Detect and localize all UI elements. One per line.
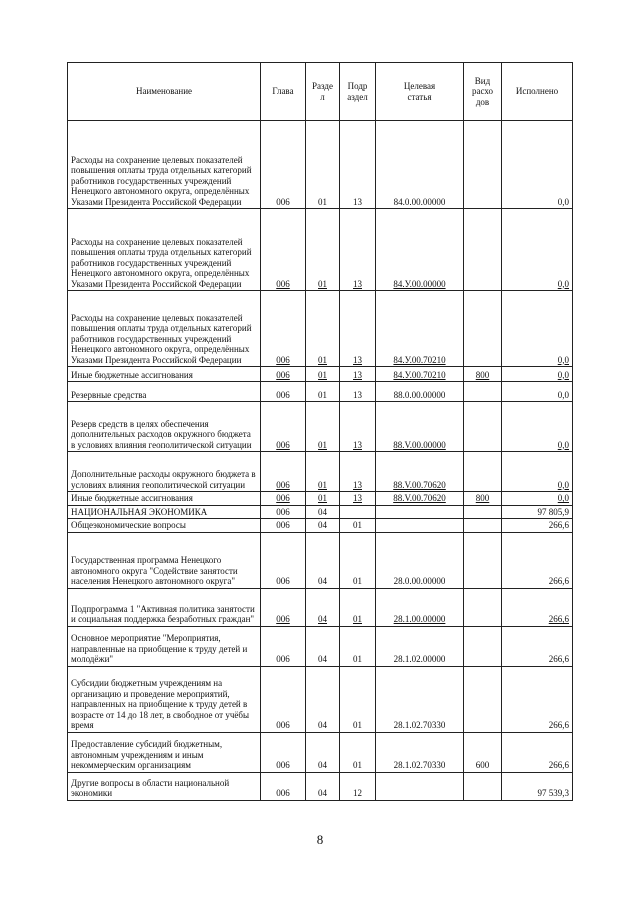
row-glava: 006 xyxy=(261,532,306,588)
row-podrazdel: 13 xyxy=(340,367,376,382)
row-vid: 600 xyxy=(464,732,502,772)
row-podrazdel: 13 xyxy=(340,402,376,452)
row-razdel: 04 xyxy=(306,532,340,588)
row-target: 84.0.00.00000 xyxy=(376,121,464,209)
row-target xyxy=(376,519,464,533)
row-target xyxy=(376,505,464,519)
table-row xyxy=(68,492,573,506)
table-row xyxy=(68,452,573,492)
row-done: 0,0 xyxy=(502,402,573,452)
row-name: Предоставление субсидий бюджетным, автономным учреждениям и иным некоммерческим организациям xyxy=(68,732,261,772)
row-glava: 006 xyxy=(261,402,306,452)
row-name: НАЦИОНАЛЬНАЯ ЭКОНОМИКА xyxy=(68,505,261,519)
row-glava: 006 xyxy=(261,121,306,209)
header-podrazdel: Подр аздел xyxy=(340,63,376,121)
row-podrazdel: 01 xyxy=(340,532,376,588)
header-target: Целевая статья xyxy=(376,63,464,121)
row-target: 88.V.00.70620 xyxy=(376,492,464,506)
row-glava: 006 xyxy=(261,666,306,732)
row-name: Общеэкономические вопросы xyxy=(68,519,261,533)
table-row xyxy=(68,772,573,800)
row-name: Основное мероприятие "Мероприятия, направленные на приобщение к труду детей и молодёжи" xyxy=(68,626,261,666)
row-glava: 006 xyxy=(261,626,306,666)
row-done: 266,6 xyxy=(502,519,573,533)
row-done: 266,6 xyxy=(502,532,573,588)
row-razdel: 01 xyxy=(306,367,340,382)
row-podrazdel: 13 xyxy=(340,209,376,291)
row-glava: 006 xyxy=(261,588,306,626)
row-razdel: 01 xyxy=(306,121,340,209)
row-razdel: 01 xyxy=(306,452,340,492)
row-razdel: 01 xyxy=(306,492,340,506)
row-name: Дополнительные расходы окружного бюджета в условиях влияния геополитической ситуации xyxy=(68,452,261,492)
row-done: 0,0 xyxy=(502,452,573,492)
row-done: 266,6 xyxy=(502,732,573,772)
row-podrazdel: 01 xyxy=(340,519,376,533)
row-glava: 006 xyxy=(261,452,306,492)
row-vid xyxy=(464,402,502,452)
budget-table xyxy=(67,62,573,801)
row-target: 28.1.02.70330 xyxy=(376,666,464,732)
row-podrazdel: 01 xyxy=(340,588,376,626)
row-name: Расходы на сохранение целевых показателей повышения оплаты труда отдельных категорий работников государственных учреждений Ненецкого автономного округа, определённых Указами Президента Российской Федерации xyxy=(68,121,261,209)
row-name: Иные бюджетные ассигнования xyxy=(68,367,261,382)
row-vid xyxy=(464,382,502,402)
row-podrazdel: 01 xyxy=(340,626,376,666)
row-podrazdel: 13 xyxy=(340,291,376,367)
row-done: 0,0 xyxy=(502,382,573,402)
row-razdel: 04 xyxy=(306,732,340,772)
row-glava: 006 xyxy=(261,367,306,382)
row-name: Расходы на сохранение целевых показателей повышения оплаты труда отдельных категорий работников государственных учреждений Ненецкого автономного округа, определённых Указами Президента Российской Федерации xyxy=(68,291,261,367)
row-razdel: 04 xyxy=(306,772,340,800)
row-glava: 006 xyxy=(261,772,306,800)
row-done: 266,6 xyxy=(502,626,573,666)
row-name: Расходы на сохранение целевых показателей повышения оплаты труда отдельных категорий работников государственных учреждений Ненецкого автономного округа, определённых Указами Президента Российской Федерации xyxy=(68,209,261,291)
row-done: 97 539,3 xyxy=(502,772,573,800)
row-podrazdel: 13 xyxy=(340,492,376,506)
row-podrazdel xyxy=(340,505,376,519)
row-vid xyxy=(464,452,502,492)
row-name: Подпрограмма 1 "Активная политика занятости и социальная поддержка безработных граждан" xyxy=(68,588,261,626)
row-vid xyxy=(464,291,502,367)
row-razdel: 04 xyxy=(306,519,340,533)
row-glava: 006 xyxy=(261,732,306,772)
table-row xyxy=(68,588,573,626)
row-done: 266,6 xyxy=(502,588,573,626)
row-glava: 006 xyxy=(261,505,306,519)
row-glava: 006 xyxy=(261,291,306,367)
row-vid xyxy=(464,209,502,291)
page-number: 8 xyxy=(316,832,324,847)
row-vid: 800 xyxy=(464,367,502,382)
row-done: 0,0 xyxy=(502,291,573,367)
row-glava: 006 xyxy=(261,382,306,402)
header-done: Исполнено xyxy=(502,63,573,121)
row-target: 84.У.00.00000 xyxy=(376,209,464,291)
row-glava: 006 xyxy=(261,492,306,506)
row-podrazdel: 13 xyxy=(340,121,376,209)
row-target: 88.V.00.70620 xyxy=(376,452,464,492)
table-header-row xyxy=(68,63,573,121)
row-vid xyxy=(464,505,502,519)
row-razdel: 04 xyxy=(306,588,340,626)
header-razdel: Разде л xyxy=(306,63,340,121)
header-name: Наименование xyxy=(68,63,261,121)
row-done: 97 805,9 xyxy=(502,505,573,519)
row-name: Резерв средств в целях обеспечения дополнительных расходов окружного бюджета в условиях влияния геополитической ситуации xyxy=(68,402,261,452)
row-done: 0,0 xyxy=(502,492,573,506)
row-podrazdel: 13 xyxy=(340,382,376,402)
table-row xyxy=(68,209,573,291)
row-target: 84.У.00.70210 xyxy=(376,367,464,382)
row-name: Субсидии бюджетным учреждениям на организацию и проведение мероприятий, направленных на приобщение к труду детей в возрасте от 14 до 18 лет, в свободное от учёбы время xyxy=(68,666,261,732)
row-target: 28.0.00.00000 xyxy=(376,532,464,588)
table-row xyxy=(68,505,573,519)
row-razdel: 01 xyxy=(306,382,340,402)
row-razdel: 04 xyxy=(306,666,340,732)
row-name: Резервные средства xyxy=(68,382,261,402)
row-podrazdel: 01 xyxy=(340,666,376,732)
header-glava: Глава xyxy=(261,63,306,121)
row-podrazdel: 13 xyxy=(340,452,376,492)
row-glava: 006 xyxy=(261,519,306,533)
table-row xyxy=(68,121,573,209)
row-vid xyxy=(464,772,502,800)
row-razdel: 01 xyxy=(306,209,340,291)
table-row xyxy=(68,732,573,772)
table-row xyxy=(68,532,573,588)
row-target: 28.1.02.70330 xyxy=(376,732,464,772)
row-podrazdel: 12 xyxy=(340,772,376,800)
row-done: 0,0 xyxy=(502,209,573,291)
row-vid xyxy=(464,626,502,666)
row-done: 0,0 xyxy=(502,367,573,382)
row-done: 0,0 xyxy=(502,121,573,209)
row-done: 266,6 xyxy=(502,666,573,732)
row-razdel: 01 xyxy=(306,291,340,367)
row-target: 28.1.02.00000 xyxy=(376,626,464,666)
table-row xyxy=(68,519,573,533)
row-razdel: 01 xyxy=(306,402,340,452)
row-vid xyxy=(464,532,502,588)
row-vid xyxy=(464,519,502,533)
table-row xyxy=(68,367,573,382)
table-row xyxy=(68,291,573,367)
row-vid xyxy=(464,121,502,209)
row-target: 88.V.00.00000 xyxy=(376,402,464,452)
table-row xyxy=(68,666,573,732)
row-name: Государственная программа Ненецкого автономного округа "Содействие занятости населения Ненецкого автономного округа" xyxy=(68,532,261,588)
row-vid xyxy=(464,588,502,626)
row-glava: 006 xyxy=(261,209,306,291)
row-name: Иные бюджетные ассигнования xyxy=(68,492,261,506)
row-name: Другие вопросы в области национальной экономики xyxy=(68,772,261,800)
table-row xyxy=(68,402,573,452)
row-podrazdel: 01 xyxy=(340,732,376,772)
row-vid xyxy=(464,666,502,732)
row-target: 88.0.00.00000 xyxy=(376,382,464,402)
row-razdel: 04 xyxy=(306,505,340,519)
row-razdel: 04 xyxy=(306,626,340,666)
row-vid: 800 xyxy=(464,492,502,506)
row-target: 28.1.00.00000 xyxy=(376,588,464,626)
row-target xyxy=(376,772,464,800)
row-target: 84.У.00.70210 xyxy=(376,291,464,367)
table-row xyxy=(68,626,573,666)
table-row xyxy=(68,382,573,402)
header-vid: Вид расхо дов xyxy=(464,63,502,121)
